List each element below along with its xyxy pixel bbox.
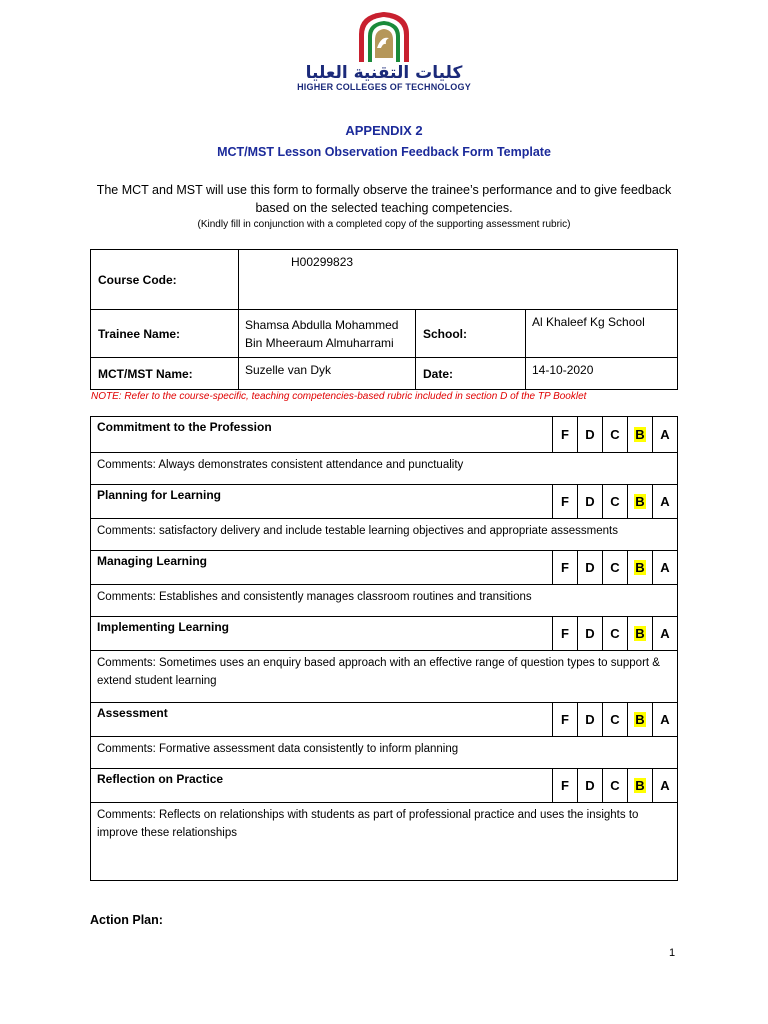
grade-label: C xyxy=(610,712,620,727)
grade-cell-b[interactable] xyxy=(628,417,653,453)
comments-row xyxy=(91,453,678,485)
grade-label: D xyxy=(585,778,595,793)
form-title: MCT/MST Lesson Observation Feedback Form Template xyxy=(217,145,551,159)
grade-cell-f[interactable] xyxy=(553,551,578,585)
grade-label: F xyxy=(561,712,569,727)
grade-label: A xyxy=(660,494,670,509)
grade-label: D xyxy=(585,626,595,641)
competency-name: Planning for Learning xyxy=(91,485,553,519)
grade-cell-b[interactable] xyxy=(628,551,653,585)
competency-name: Implementing Learning xyxy=(91,617,553,651)
grade-label: B xyxy=(635,494,645,509)
grade-label: A xyxy=(660,560,670,575)
grade-cell-f[interactable] xyxy=(553,417,578,453)
grade-label: B xyxy=(635,712,645,727)
grade-label: B xyxy=(635,626,645,641)
grade-label: C xyxy=(610,494,620,509)
mct-name-label: MCT/MST Name: xyxy=(91,358,239,390)
action-plan-label: Action Plan: xyxy=(90,913,163,927)
comments-field[interactable]: Comments: Reflects on relationships with students as part of professional practice and uses the insights to improve these relationships xyxy=(91,803,678,881)
comments-field[interactable]: Comments: satisfactory delivery and include testable learning objectives and appropriate assessments xyxy=(91,519,678,551)
competency-row xyxy=(91,417,678,453)
grade-cell-f[interactable] xyxy=(553,703,578,737)
comments-field[interactable]: Comments: Establishes and consistently manages classroom routines and transitions xyxy=(91,585,678,617)
grade-label: A xyxy=(660,712,670,727)
competency-row xyxy=(91,769,678,803)
kindly-note: (Kindly fill in conjunction with a completed copy of the supporting assessment rubric) xyxy=(197,219,571,230)
comments-row xyxy=(91,803,678,881)
competency-row xyxy=(91,703,678,737)
intro-text: The MCT and MST will use this form to formally observe the trainee’s performance and to give feedback based on the selected teaching competencies. xyxy=(96,183,672,215)
comments-row xyxy=(91,651,678,703)
grade-cell-c[interactable] xyxy=(603,617,628,651)
mct-name-field[interactable]: Suzelle van Dyk xyxy=(239,358,416,390)
grade-cell-c[interactable] xyxy=(603,551,628,585)
date-label: Date: xyxy=(416,358,526,390)
grade-label: C xyxy=(610,427,620,442)
comments-row xyxy=(91,519,678,551)
grade-label: F xyxy=(561,626,569,641)
grade-label: D xyxy=(585,494,595,509)
school-field[interactable]: Al Khaleef Kg School xyxy=(526,310,678,358)
grade-label: C xyxy=(610,778,620,793)
date-field[interactable]: 14-10-2020 xyxy=(526,358,678,390)
course-code-field[interactable]: H00299823 xyxy=(239,250,678,310)
course-code-label: Course Code: xyxy=(91,250,239,310)
comments-row xyxy=(91,737,678,769)
grade-cell-a[interactable] xyxy=(653,617,678,651)
trainee-name-line1: Shamsa Abdulla Mohammed xyxy=(245,317,399,332)
grade-cell-b[interactable] xyxy=(628,703,653,737)
college-name-english: HIGHER COLLEGES OF TECHNOLOGY xyxy=(297,82,471,92)
competency-name: Commitment to the Profession xyxy=(91,417,553,453)
competency-table xyxy=(90,416,678,881)
grade-label: C xyxy=(610,626,620,641)
appendix-title: APPENDIX 2 xyxy=(345,123,423,138)
trainee-name-field[interactable] xyxy=(239,310,416,358)
grade-cell-d[interactable] xyxy=(578,551,603,585)
competency-row xyxy=(91,617,678,651)
comments-field[interactable]: Comments: Sometimes uses an enquiry based approach with an effective range of question types to support & extend student learning xyxy=(91,651,678,703)
grade-cell-c[interactable] xyxy=(603,485,628,519)
grade-label: F xyxy=(561,560,569,575)
grade-cell-c[interactable] xyxy=(603,703,628,737)
grade-cell-a[interactable] xyxy=(653,769,678,803)
hct-emblem-icon xyxy=(353,10,415,62)
comments-row xyxy=(91,585,678,617)
mct-row xyxy=(91,358,678,390)
grade-label: C xyxy=(610,560,620,575)
grade-cell-b[interactable] xyxy=(628,769,653,803)
trainee-name-line2: Bin Mheeraum Almuharrami xyxy=(245,335,394,350)
course-code-row xyxy=(91,250,678,310)
college-name-arabic: كليات التقنية العليا xyxy=(305,63,463,83)
grade-cell-d[interactable] xyxy=(578,769,603,803)
info-table xyxy=(90,249,678,390)
grade-cell-d[interactable] xyxy=(578,485,603,519)
grade-label: F xyxy=(561,778,569,793)
rubric-note: NOTE: Refer to the course-specific, teaching competencies-based rubric included in section D of the TP Booklet xyxy=(91,391,587,402)
comments-field[interactable]: Comments: Always demonstrates consistent attendance and punctuality xyxy=(91,453,678,485)
competency-name: Managing Learning xyxy=(91,551,553,585)
page-number: 1 xyxy=(669,947,676,959)
grade-cell-c[interactable] xyxy=(603,769,628,803)
grade-cell-b[interactable] xyxy=(628,485,653,519)
grade-label: D xyxy=(585,427,595,442)
grade-cell-d[interactable] xyxy=(578,417,603,453)
comments-field[interactable]: Comments: Formative assessment data consistently to inform planning xyxy=(91,737,678,769)
grade-label: A xyxy=(660,778,670,793)
grade-cell-f[interactable] xyxy=(553,485,578,519)
grade-label: D xyxy=(585,712,595,727)
trainee-row xyxy=(91,310,678,358)
grade-label: F xyxy=(561,494,569,509)
grade-cell-f[interactable] xyxy=(553,769,578,803)
competency-name: Reflection on Practice xyxy=(91,769,553,803)
grade-label: B xyxy=(635,778,645,793)
trainee-name-label: Trainee Name: xyxy=(91,310,239,358)
grade-cell-d[interactable] xyxy=(578,617,603,651)
grade-cell-a[interactable] xyxy=(653,417,678,453)
header-logo xyxy=(0,10,768,92)
grade-label: D xyxy=(585,560,595,575)
grade-cell-d[interactable] xyxy=(578,703,603,737)
grade-label: A xyxy=(660,626,670,641)
competency-row xyxy=(91,485,678,519)
grade-cell-b[interactable] xyxy=(628,617,653,651)
competency-name: Assessment xyxy=(91,703,553,737)
grade-cell-a[interactable] xyxy=(653,485,678,519)
competency-row xyxy=(91,551,678,585)
school-label: School: xyxy=(416,310,526,358)
grade-cell-a[interactable] xyxy=(653,703,678,737)
grade-cell-f[interactable] xyxy=(553,617,578,651)
grade-cell-a[interactable] xyxy=(653,551,678,585)
grade-label: B xyxy=(635,427,645,442)
grade-label: A xyxy=(660,427,670,442)
grade-label: B xyxy=(635,560,645,575)
grade-label: F xyxy=(561,427,569,442)
grade-cell-c[interactable] xyxy=(603,417,628,453)
